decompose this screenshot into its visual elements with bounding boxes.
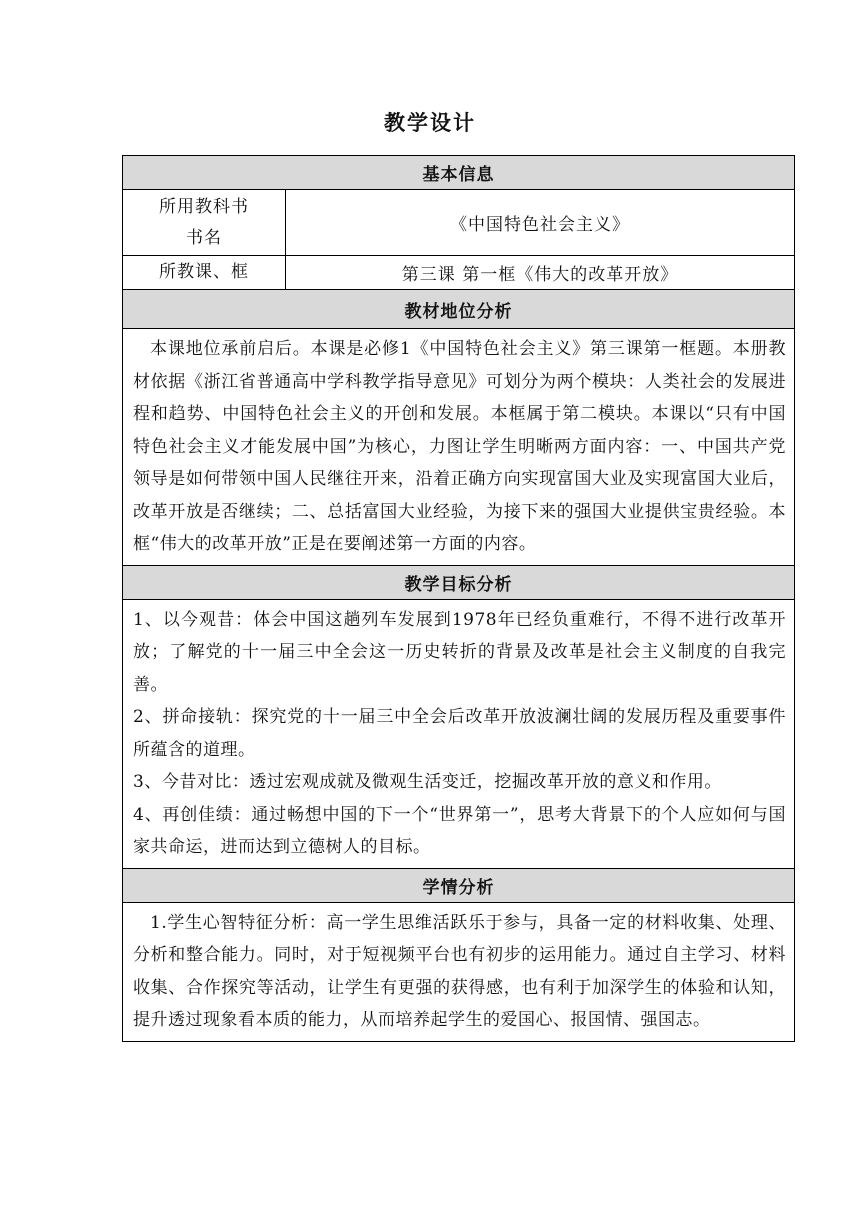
objectives-header: 教学目标分析 [123, 565, 795, 599]
basic-info-header: 基本信息 [123, 156, 795, 190]
objectives-header-row [123, 565, 795, 599]
student-analysis-cell [123, 902, 795, 1041]
material-analysis-header: 教材地位分析 [123, 290, 795, 329]
objective-item: 2、拼命接轨：探究党的十一届三中全会后改革开放波澜壮阔的发展历程及重要事件所蕴含的道理。 [133, 707, 786, 760]
basic-info-header-row [123, 156, 795, 190]
objective-item: 1、以今观昔：体会中国这趟列车发展到1978年已经负重难行，不得不进行改革开放；了解党的十一届三中全会这一历史转折的背景及改革是社会主义制度的自我完善。 [133, 609, 786, 695]
student-analysis-row [123, 902, 795, 1041]
textbook-row [123, 190, 795, 256]
lesson-label: 所教课、框 [123, 256, 286, 290]
student-analysis-text: 1.学生心智特征分析：高一学生思维活跃乐于参与，具备一定的材料收集、处理、分析和整合能力。同时，对于短视频平台也有初步的运用能力。通过自主学习、材料收集、合作探究等活动，让学生有更强的获得感，也有利于加深学生的体验和认知，提升透过现象看本质的能力，从而培养起学生的爱国心、报国情、强国志。 [133, 912, 786, 1030]
textbook-label: 所用教科书 书名 [123, 190, 286, 256]
objectives-cell [123, 599, 795, 868]
material-analysis-cell [123, 329, 795, 566]
page-title: 教学设计 [384, 110, 476, 135]
teaching-design-table [122, 155, 795, 1042]
objective-item: 3、今昔对比：透过宏观成就及微观生活变迁，挖掘改革开放的意义和作用。 [133, 772, 722, 792]
student-analysis-header-row [123, 868, 795, 902]
lesson-row [123, 256, 795, 290]
material-analysis-text: 本课地位承前启后。本课是必修1《中国特色社会主义》第三课第一框题。本册教材依据《浙江省普通高中学科教学指导意见》可划分为两个模块：人类社会的发展进程和趋势、中国特色社会主义的开创和发展。本框属于第二模块。本课以“只有中国特色社会主义才能发展中国”为核心，力图让学生明晰两方面内容：一、中国共产党领导是如何带领中国人民继往开来，沿着正确方向实现富国大业及实现富国大业后，改革开放是否继续；二、总括富国大业经验，为接下来的强国大业提供宝贵经验。本框“伟大的改革开放”正是在要阐述第一方面的内容。 [133, 339, 786, 554]
material-analysis-header-row [123, 290, 795, 329]
lesson-value: 第三课 第一框《伟大的改革开放》 [286, 256, 795, 290]
textbook-value: 《中国特色社会主义》 [286, 190, 795, 256]
objective-item: 4、再创佳绩：通过畅想中国的下一个“世界第一”，思考大背景下的个人应如何与国家共命运，进而达到立德树人的目标。 [133, 804, 786, 857]
student-analysis-header: 学情分析 [123, 868, 795, 902]
objectives-row [123, 599, 795, 868]
material-analysis-row [123, 329, 795, 566]
